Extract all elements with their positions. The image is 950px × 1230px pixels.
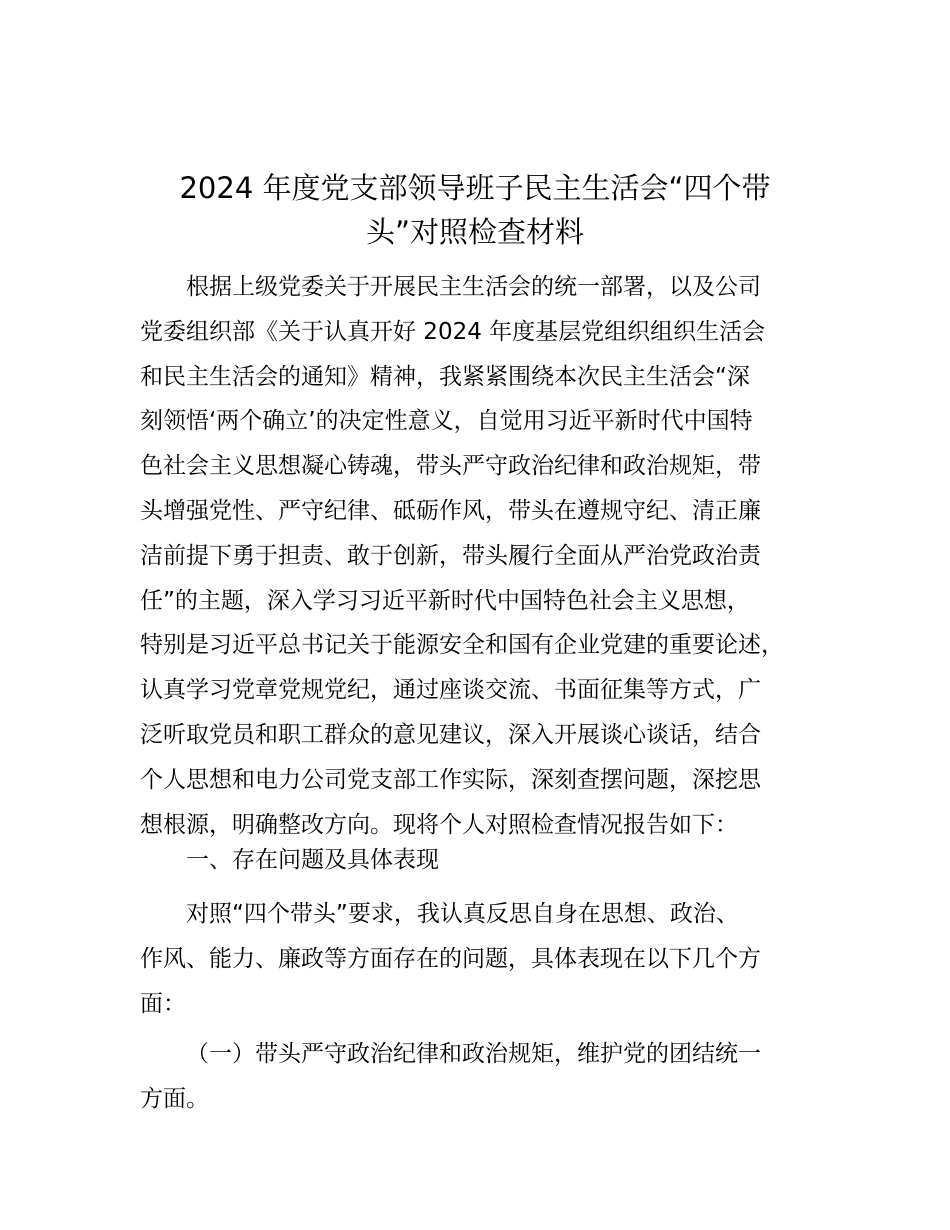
intro-line: 刻领悟‘两个确立’的决定性意义，自觉用习近平新时代中国特 — [140, 408, 753, 435]
section-paragraph — [140, 892, 820, 1026]
intro-line: 认真学习党章党规党纪，通过座谈交流、书面征集等方式，广 — [140, 677, 761, 704]
subsection-heading — [140, 1032, 820, 1122]
section-line: 作风、能力、廉政等方面存在的问题，具体表现在以下几个方 — [140, 945, 761, 972]
document-title — [130, 166, 820, 254]
intro-line: 泛听取党员和职工群众的意见建议，深入开展谈心谈话，结合 — [140, 721, 761, 748]
intro-line: 个人思想和电力公司党支部工作实际，深刻查摆问题，深挖思 — [140, 766, 761, 793]
intro-line: 特别是习近平总书记关于能源安全和国有企业党建的重要论述， — [140, 632, 784, 659]
intro-line: 洁前提下勇于担责、敢于创新，带头履行全面从严治党政治责 — [140, 542, 761, 569]
title-line-1: 2024 年度党支部领导班子民主生活会“四个带 — [179, 171, 771, 205]
intro-line: 色社会主义思想凝心铸魂，带头严守政治纪律和政治规矩，带 — [140, 453, 761, 480]
subsection-line: （一）带头严守政治纪律和政治规矩，维护党的团结统一 — [186, 1041, 761, 1067]
intro-paragraph — [140, 265, 820, 847]
intro-line: 想根源，明确整改方向。现将个人对照检查情况报告如下： — [140, 811, 738, 838]
intro-line: 党委组织部《关于认真开好 2024 年度基层党组织组织生活会 — [140, 318, 766, 345]
section-line: 面： — [140, 990, 186, 1017]
intro-line: 头增强党性、严守纪律、砥砺作风，带头在遵规守纪、清正廉 — [140, 497, 761, 524]
title-line-2: 头”对照检查材料 — [365, 215, 585, 249]
subsection-line: 方面。 — [140, 1085, 209, 1112]
section-heading — [140, 838, 820, 883]
section-heading-text: 一、存在问题及具体表现 — [186, 847, 439, 873]
intro-line: 根据上级党委关于开展民主生活会的统一部署，以及公司 — [186, 274, 761, 300]
intro-line: 和民主生活会的通知》精神，我紧紧围绕本次民主生活会“深 — [140, 363, 750, 390]
intro-line: 任”的主题，深入学习习近平新时代中国特色社会主义思想， — [140, 587, 750, 614]
section-line: 对照“四个带头”要求，我认真反思自身在思想、政治、 — [186, 901, 739, 927]
